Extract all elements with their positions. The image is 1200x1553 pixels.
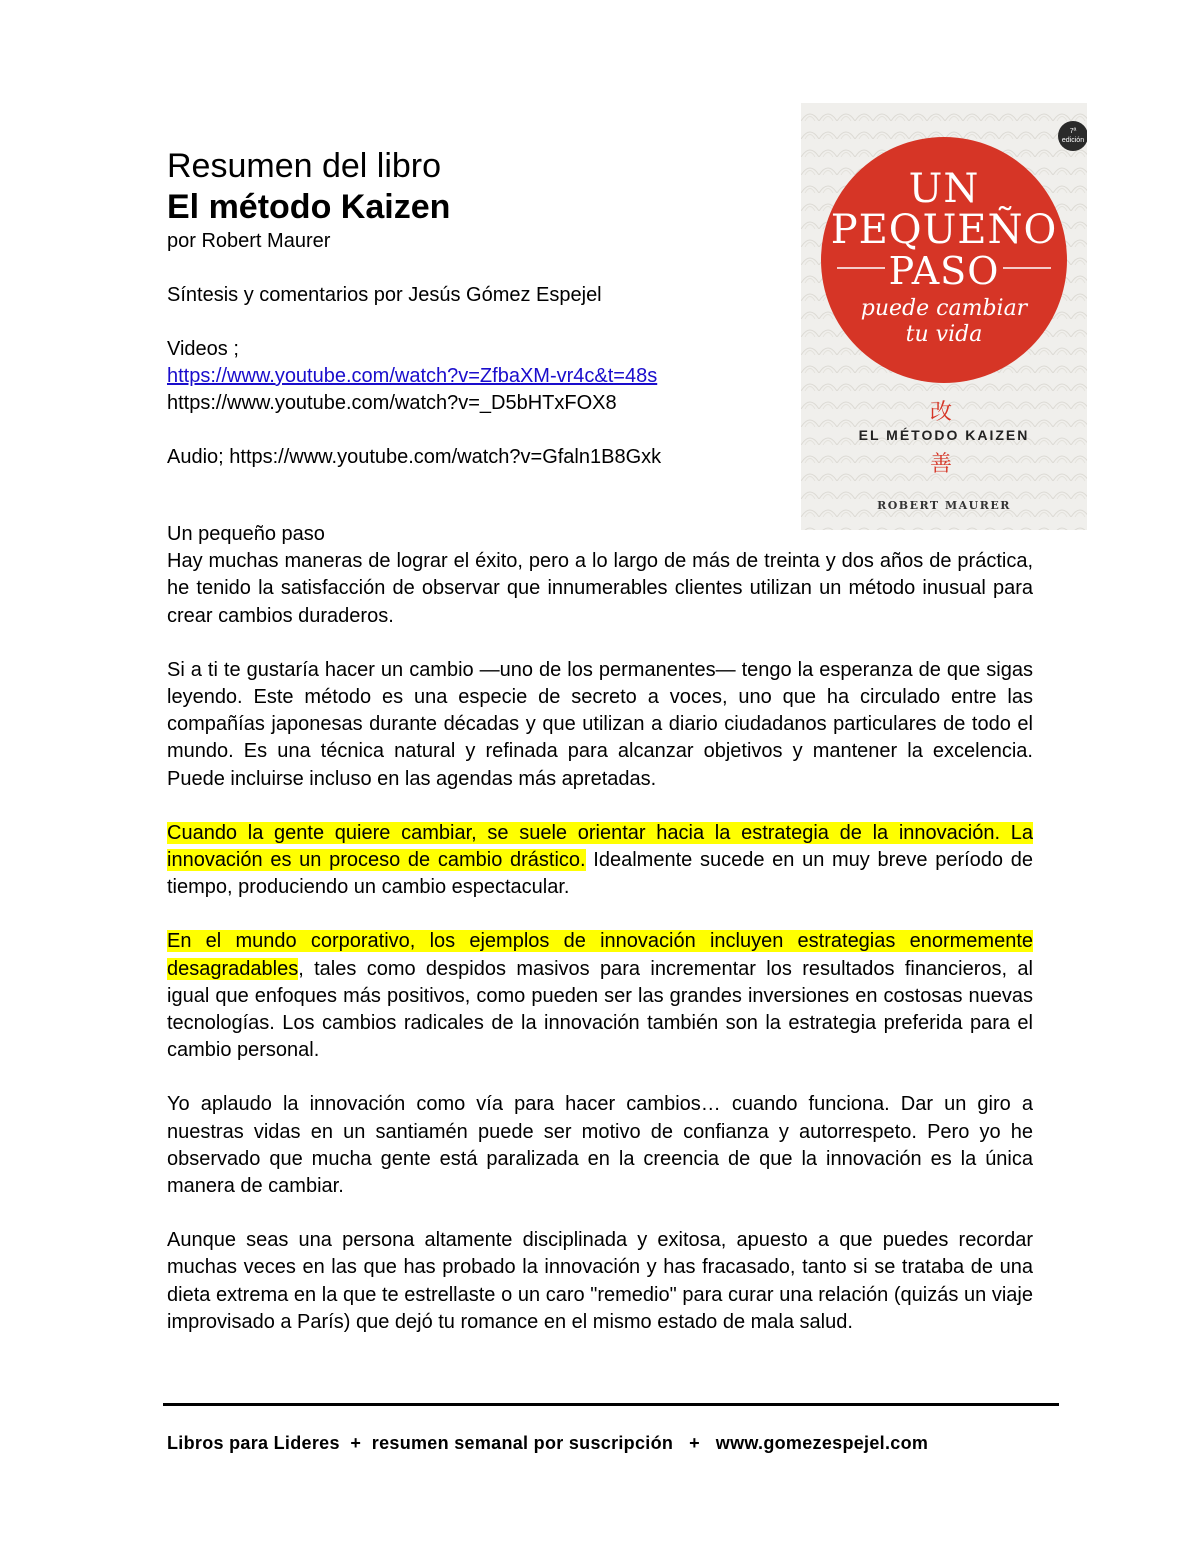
videos-label: Videos ; [167, 338, 239, 360]
author-line: por Robert Maurer [167, 230, 331, 252]
paragraph-text: Idealmente sucede en un muy breve período de tiempo, produciendo un cambio espectacular. [167, 849, 1033, 899]
footer-divider [163, 1403, 1059, 1406]
footer-text: Libros para Lideres + resumen semanal por suscripción + www.gomezespejel.com [167, 1433, 929, 1453]
cover-line-2: PEQUEÑO [830, 207, 1058, 253]
cover-line-1: UN [908, 166, 980, 212]
synthesis-line: Síntesis y comentarios por Jesús Gómez Espejel [167, 284, 602, 306]
video-link-1[interactable]: https://www.youtube.com/watch?v=ZfbaXM-vr4c&t=48s [167, 365, 658, 387]
paragraph-3 [167, 820, 1033, 902]
video-link-2: https://www.youtube.com/watch?v=_D5bHTxFOX8 [167, 392, 617, 414]
paragraph-6: Aunque seas una persona altamente disciplinada y exitosa, apuesto a que puedes recordar muchas veces en las que has probado la innovación y has fracasado, tanto si se trataba de una dieta extrema en la que te estrellaste o un caro "remedio" para curar una relación (quizás un viaje improvisado a París) que dejó tu romance en el mismo estado de mala salud. [167, 1229, 1033, 1333]
title-line-1: Resumen del libro [167, 147, 442, 185]
kanji-zen: 善 [930, 451, 953, 476]
book-cover [801, 103, 1087, 530]
cover-line-4: puede cambiar [860, 296, 1028, 321]
document-body [167, 521, 1033, 1363]
section-subhead: Un pequeño paso [167, 523, 325, 545]
cover-book-title: EL MÉTODO KAIZEN [858, 427, 1030, 443]
highlight-text: Cuando la gente quiere cambiar, se suele orientar hacia la estrategia de la innovación. La innovación es un proceso de cambio drástico. [167, 821, 1033, 872]
highlight-text: En el mundo corporativo, los ejemplos de innovación incluyen estrategias enormemente desagradables [167, 930, 1033, 980]
kanji-kai: 改 [930, 399, 953, 424]
cover-line-5: tu vida [905, 322, 983, 347]
paragraph-2: Si a ti te gustaría hacer un cambio —uno de los permanentes— tengo la esperanza de que sigas leyendo. Este método es una especie de secreto a voces, uno que ha circulado entre las compañías japonesas durante décadas y que utilizan a diario ciudadanos particulares de todo el mundo. Es una técnica natural y refinada para alcanzar objetivos y mantener la excelencia. Puede incluirse incluso en las agendas más apretadas. [167, 658, 1033, 790]
paragraph-5: Yo aplaudo la innovación como vía para hacer cambios… cuando funciona. Dar un giro a nuestras vidas en un santiamén puede ser motivo de confianza y autorrespeto. Pero yo he observado que mucha gente está paralizada en la creencia de que la innovación es la única manera de cambiar. [167, 1093, 1033, 1198]
cover-author: ROBERT MAURER [877, 499, 1011, 512]
document-header [167, 146, 787, 471]
paragraph-text: , tales como despidos masivos para incrementar los resultados financieros, al igual que enfoques más positivos, como pueden ser las grandes inversiones en costosas nuevas tecnologías. Los cambios radicales de la innovación también son la estrategia preferida para el cambio personal. [167, 957, 1033, 1062]
audio-line: Audio; https://www.youtube.com/watch?v=Gfaln1B8Gxk [167, 446, 662, 468]
edition-badge: 7ª edición [1058, 121, 1087, 151]
title-line-2: El método Kaizen [167, 188, 451, 226]
paragraph-1: Hay muchas maneras de lograr el éxito, pero a lo largo de más de treinta y dos años de práctica, he tenido la satisfacción de observar que innumerables clientes utilizan un método inusual para crear cambios duraderos. [167, 550, 1033, 627]
paragraph-4 [167, 928, 1033, 1064]
cover-line-3: PASO [888, 249, 1000, 293]
